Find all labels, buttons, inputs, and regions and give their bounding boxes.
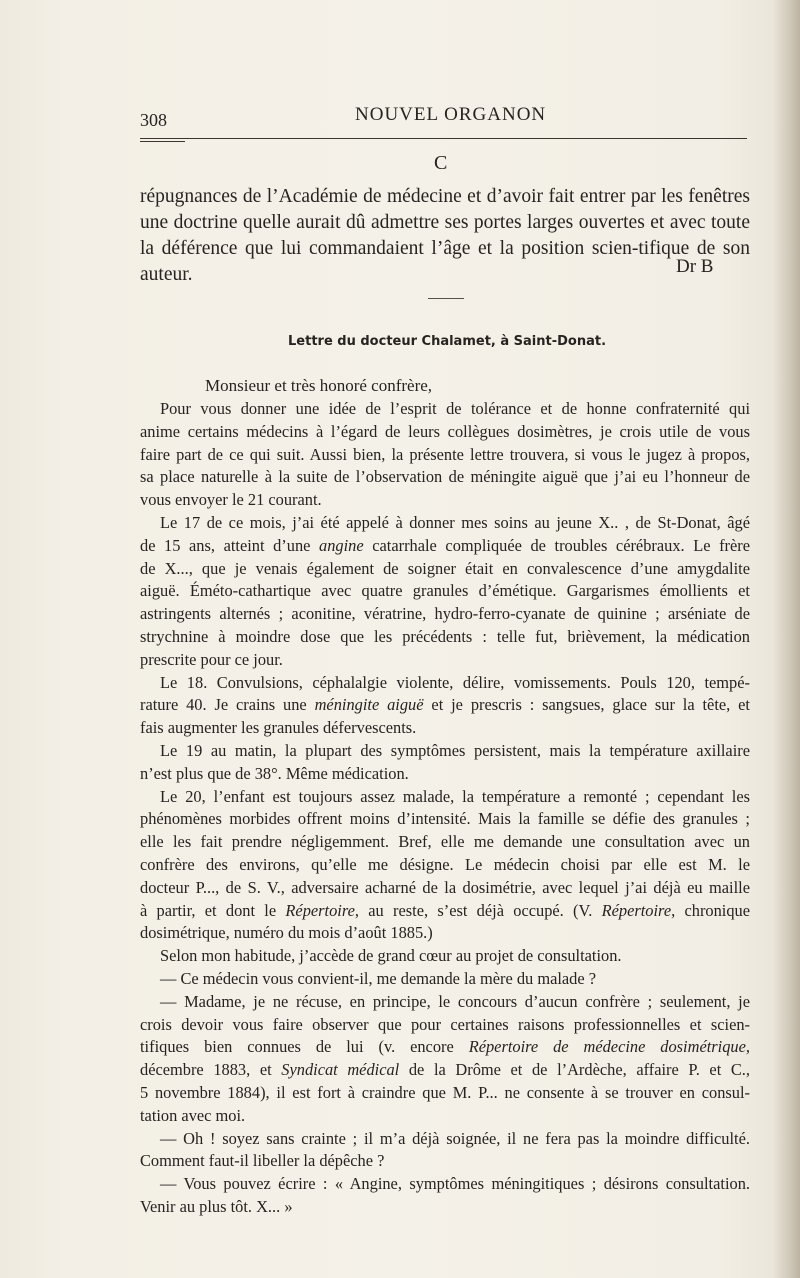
text-line: — Oh ! soyez sans crainte ; il m’a déjà soignée, il ne fera pas la moindre difficulté. [160, 1128, 750, 1148]
text-line: tation avec moi. [140, 1105, 246, 1125]
letter-paragraph [140, 1173, 750, 1219]
text-line: confrère des environs, qu’elle me désigne. Le médecin choisi par elle est M. le [140, 854, 750, 874]
intro-text: répugnances de l’Académie de médecine et d’avoir fait entrer par les fenêtres une doctrine quelle aurait dû admettre ses portes larges ouvertes et avec toute la déférence que lui commandaient l’âge et la position scien-tifique de son auteur. [140, 186, 750, 285]
text-line: Le 19 au matin, la plupart des symptômes persistent, mais la température axillaire [160, 740, 750, 760]
signature: Dr B [676, 256, 714, 277]
text-line: de X..., que je venais également de soigner était en convalescence d’une amygdalite [140, 558, 750, 578]
text-line: Comment faut-il libeller la dépêche ? [140, 1151, 385, 1171]
letter-title: Lettre du docteur Chalamet, à Saint-Donat. [288, 334, 607, 349]
text-line: décembre 1883, et Syndicat médical de la Drôme et de l’Ardèche, affaire P. et C., [140, 1060, 750, 1080]
text-line: faire part de ce qui suit. Aussi bien, la présente lettre trouvera, si vous le jugez à propos, [140, 444, 750, 464]
text-line: — Madame, je ne récuse, en principe, le concours d’aucun confrère ; seulement, je [160, 991, 750, 1011]
text-line: dosimétrique, numéro du mois d’août 1885.) [140, 923, 433, 943]
text-line: tifiques bien connues de lui (v. encore Répertoire de médecine dosimétrique, [140, 1037, 750, 1057]
text-line: Le 17 de ce mois, j’ai été appelé à donner mes soins au jeune X.. , de St-Donat, âgé [160, 512, 750, 532]
letter-paragraph [140, 398, 750, 512]
header-rule [140, 138, 747, 139]
letter-paragraph [140, 1128, 750, 1174]
text-line: Le 20, l’enfant est toujours assez malade, la température a remonté ; cependant les [160, 786, 750, 806]
text-line: n’est plus que de 38°. Même médication. [140, 763, 409, 783]
text-line: crois devoir vous faire observer que pour certaines raisons professionnelles et scien- [140, 1014, 750, 1034]
letter-body [140, 398, 750, 1219]
text-line: fais augmenter les granules défervescents. [140, 718, 417, 738]
text-line: — Vous pouvez écrire : « Angine, symptômes méningitiques ; désirons consultation. [160, 1174, 750, 1194]
text-line: strychnine à moindre dose que les précédents : telle fut, brièvement, la médication [140, 626, 750, 646]
text-line: vous envoyer le 21 courant. [140, 490, 322, 510]
intro-paragraph [140, 184, 750, 288]
text-line: astringents alternés ; aconitine, vératrine, hydro-ferro-cyanate de quinine ; arséniate de [140, 604, 750, 624]
text-line: docteur P..., de S. V., adversaire acharné de la dosimétrie, avec lequel j’ai déjà eu maille [140, 877, 750, 897]
running-title: NOUVEL ORGANON [355, 104, 547, 125]
text-line: aiguë. Éméto-cathartique avec quatre granules d’émétique. Gargarismes émollients et [140, 581, 750, 601]
page-number: 308 [140, 110, 167, 130]
letter-paragraph [140, 512, 750, 672]
text-line: de 15 ans, atteint d’une angine catarrhale compliquée de troubles cérébraux. Le frère [140, 535, 751, 555]
letter-paragraph [140, 672, 750, 740]
letter-paragraph [140, 740, 750, 786]
text-line: Venir au plus tôt. X... » [140, 1196, 293, 1216]
header-rule-underline [140, 141, 185, 142]
text-line: à partir, et dont le Répertoire, au reste, s’est déjà occupé. (V. Répertoire, chronique [140, 900, 751, 920]
text-line: elle les fait prendre négligemment. Bref, elle me demande une consultation avec un [140, 832, 750, 852]
page-edge-shadow [772, 0, 800, 1278]
text-line: Selon mon habitude, j’accède de grand cœur au projet de consultation. [160, 946, 622, 966]
text-line: Le 18. Convulsions, céphalalgie violente, délire, vomissements. Pouls 120, tempé- [160, 672, 750, 692]
text-line: phénomènes morbides offrent moins d’intensité. Mais la famille se défie des granules ; [140, 809, 750, 829]
letter-paragraph [140, 991, 750, 1128]
letter-paragraph [140, 968, 750, 991]
text-line: sa place naturelle à la suite de l’observation de méningite aiguë que j’ai eu l’honneur de [140, 467, 750, 487]
text-line: — Ce médecin vous convient-il, me demande la mère du malade ? [160, 968, 597, 988]
text-line: 5 novembre 1884), il est fort à craindre que M. P... ne consente à se trouver en consul- [140, 1082, 750, 1102]
text-line: anime certains médecins à l’égard de leurs collègues dosimètres, je crois utile de vous [140, 421, 750, 441]
text-line: Pour vous donner une idée de l’esprit de tolérance et de honne confraternité qui [160, 399, 750, 418]
letter-paragraph [140, 945, 750, 968]
section-divider [428, 298, 464, 299]
running-header [140, 104, 748, 134]
section-letter: C [434, 152, 448, 174]
salutation: Monsieur et très honoré confrère, [205, 376, 433, 395]
text-line: rature 40. Je crains une méningite aiguë et je prescris : sangsues, glace sur la tête, et [140, 695, 750, 715]
text-line: prescrite pour ce jour. [140, 649, 283, 669]
letter-paragraph [140, 786, 750, 946]
